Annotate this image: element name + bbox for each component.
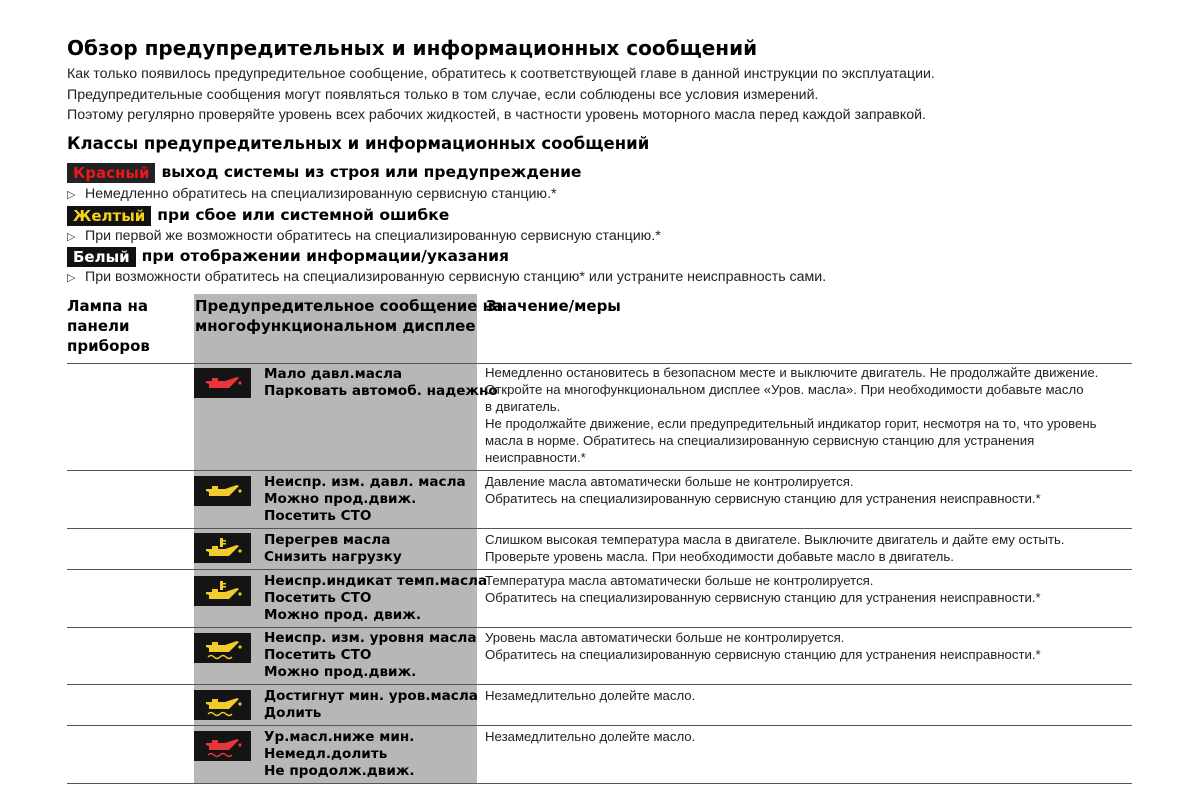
message-line: Снизить нагрузку	[264, 549, 402, 565]
desc-line: масла в норме. Обратитесь на специализированную сервисную станцию для устранения	[485, 433, 1035, 448]
message-line: Можно прод.движ.	[264, 491, 417, 507]
header-message	[195, 296, 503, 336]
message-line: Посетить СТО	[264, 508, 372, 524]
message-line: Не продолж.движ.	[264, 763, 415, 779]
hint-text: При первой же возможности обратитесь на специализированную сервисную станцию.*	[85, 228, 661, 244]
table-row-message	[264, 366, 498, 400]
table-row-message	[264, 532, 402, 566]
row-divider	[67, 627, 1132, 628]
message-line: Посетить СТО	[264, 647, 372, 663]
table-row-description	[485, 473, 1135, 507]
oil-level-yellow-icon	[194, 690, 251, 720]
desc-line: Откройте на многофункциональном дисплее «Уров. масла». При необходимости добавьте масло	[485, 382, 1084, 397]
table-row-description	[485, 364, 1135, 466]
desc-line: Слишком высокая температура масла в двигателе. Выключите двигатель и дайте ему остыть.	[485, 532, 1065, 547]
message-line: Немедл.долить	[264, 746, 388, 762]
triangle-pointer-icon: ▷	[67, 189, 76, 201]
message-line: Ур.масл.ниже мин.	[264, 729, 415, 745]
table-row-message	[264, 729, 415, 780]
intro-line: Как только появилось предупредительное сообщение, обратитесь к соответствующей главе в данной инструкции по эксплуатации.	[67, 66, 935, 82]
hint-text: Немедленно обратитесь на специализированную сервисную станцию.*	[85, 186, 557, 202]
desc-line: Незамедлительно долейте масло.	[485, 729, 696, 744]
row-divider	[67, 528, 1132, 529]
hint-text: При возможности обратитесь на специализированную сервисную станцию* или устраните неисправность сами.	[85, 269, 827, 285]
table-row-message	[264, 688, 478, 722]
desc-line: Обратитесь на специализированную сервисную станцию для устранения неисправности.*	[485, 647, 1041, 662]
row-divider	[67, 684, 1132, 685]
table-row-message	[264, 474, 466, 525]
table-row-description	[485, 629, 1135, 663]
row-divider	[67, 470, 1132, 471]
desc-line: Температура масла автоматически больше не контролируется.	[485, 573, 874, 588]
table-row-description	[485, 572, 1135, 606]
message-line: Долить	[264, 705, 322, 721]
oil-can-red-icon	[194, 368, 251, 398]
triangle-pointer-icon: ▷	[67, 231, 76, 243]
oil-temperature-yellow-icon	[194, 576, 251, 606]
class-white-text: при отображении информации/указания	[141, 247, 509, 265]
class-red	[67, 163, 1067, 183]
classes-title: Классы предупредительных и информационных сообщений	[67, 134, 650, 153]
class-yellow-text: при сбое или системной ошибке	[157, 206, 450, 224]
intro-line: Предупредительные сообщения могут появляться только в том случае, если соблюдены все условия измерений.	[67, 86, 819, 103]
class-yellow	[67, 206, 1067, 226]
table-row-description	[485, 687, 1135, 704]
message-line: Можно прод. движ.	[264, 607, 421, 623]
oil-level-red-icon	[194, 731, 251, 761]
message-line: Неиспр. изм. давл. масла	[264, 474, 466, 490]
header-meaning: Значение/меры	[486, 297, 621, 315]
table-row-description	[485, 728, 1135, 745]
page-title: Обзор предупредительных и информационных сообщений	[67, 36, 758, 60]
desc-line: Обратитесь на специализированную сервисную станцию для устранения неисправности.*	[485, 590, 1041, 605]
desc-line: неисправности.*	[485, 450, 586, 465]
badge-white: Белый	[67, 247, 136, 267]
message-line: Перегрев масла	[264, 532, 391, 548]
message-line: Достигнут мин. уров.масла	[264, 688, 478, 704]
header-message-line: Предупредительное сообщение на	[195, 297, 504, 315]
table-row-message	[264, 573, 487, 624]
class-white-hint	[67, 269, 826, 285]
class-white	[67, 247, 1067, 267]
desc-line: Не продолжайте движение, если предупредительный индикатор горит, несмотря на то, что уровень	[485, 416, 1097, 431]
message-line: Посетить СТО	[264, 590, 372, 606]
class-red-hint	[67, 186, 557, 202]
header-lamp	[67, 296, 150, 356]
message-line: Неиспр. изм. уровня масла	[264, 630, 477, 646]
row-divider	[67, 783, 1132, 784]
intro-text	[67, 64, 1167, 126]
triangle-pointer-icon: ▷	[67, 272, 76, 284]
badge-yellow: Желтый	[67, 206, 151, 226]
oil-can-yellow-icon	[194, 476, 251, 506]
desc-line: Незамедлительно долейте масло.	[485, 688, 696, 703]
table-row-message	[264, 630, 477, 681]
desc-line: Давление масла автоматически больше не контролируется.	[485, 474, 854, 489]
message-line: Парковать автомоб. надежно	[264, 383, 498, 399]
header-lamp-line: Лампа на	[67, 297, 149, 315]
row-divider	[67, 569, 1132, 570]
header-lamp-line: панели	[67, 317, 130, 335]
desc-line: Немедленно остановитесь в безопасном месте и выключите двигатель. Не продолжайте движение.	[485, 365, 1099, 380]
message-line: Неиспр.индикат темп.масла	[264, 573, 488, 589]
message-line: Можно прод.движ.	[264, 664, 417, 680]
intro-line: Поэтому регулярно проверяйте уровень всех рабочих жидкостей, в частности уровень моторного масла перед каждой заправкой.	[67, 107, 926, 123]
class-red-text: выход системы из строя или предупреждение	[161, 163, 582, 181]
oil-temperature-yellow-icon	[194, 533, 251, 563]
table-row-description	[485, 531, 1135, 565]
desc-line: Проверьте уровень масла. При необходимости добавьте масло в двигатель.	[485, 549, 954, 564]
oil-level-yellow-icon	[194, 633, 251, 663]
class-yellow-hint	[67, 228, 661, 244]
header-lamp-line: приборов	[67, 337, 150, 355]
desc-line: в двигатель.	[485, 399, 561, 414]
badge-red: Красный	[67, 163, 155, 183]
desc-line: Уровень масла автоматически больше не контролируется.	[485, 630, 845, 645]
row-divider	[67, 725, 1132, 726]
message-line: Мало давл.масла	[264, 366, 403, 382]
header-message-line: многофункциональном дисплее	[195, 317, 476, 335]
desc-line: Обратитесь на специализированную сервисную станцию для устранения неисправности.*	[485, 491, 1041, 506]
